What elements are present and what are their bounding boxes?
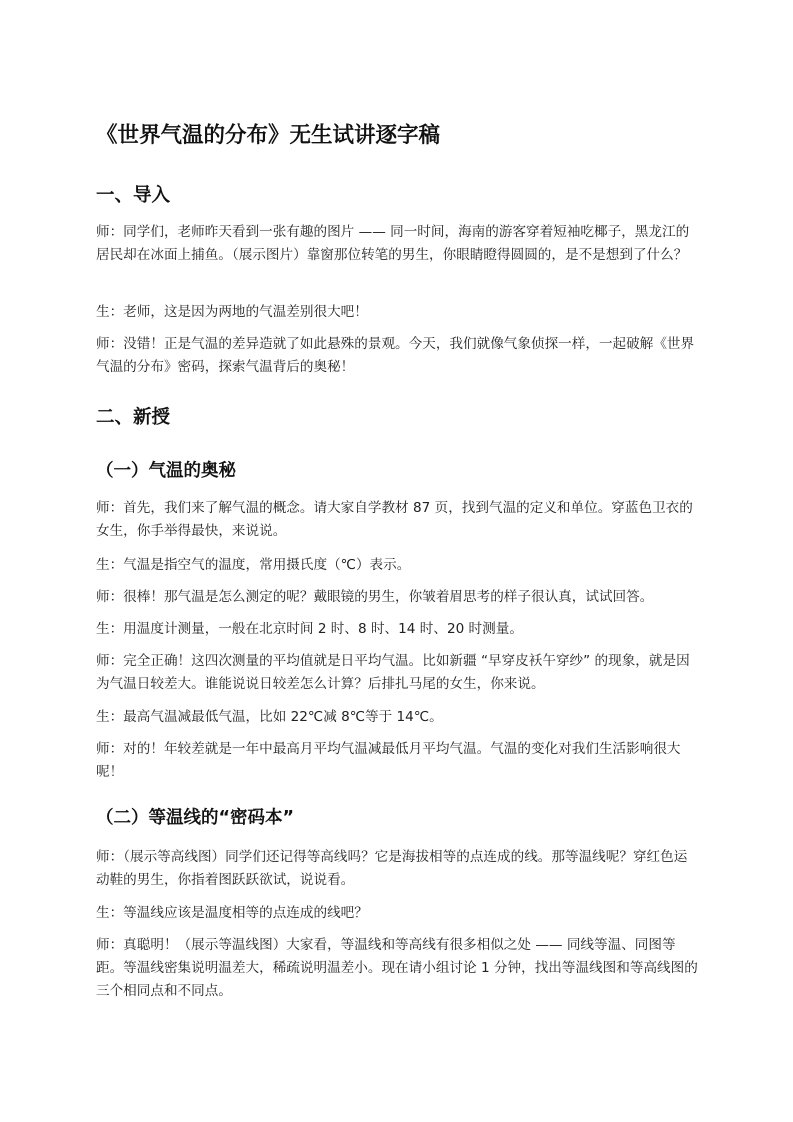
document-title: 《世界气温的分布》无生试讲逐字稿 bbox=[96, 123, 441, 148]
paragraph-teacher-concept: 师：首先，我们来了解气温的概念。请大家自学教材 87 页，找到气温的定义和单位。穿蓝色卫衣的女生，你手举得最快，来说说。 bbox=[96, 500, 693, 539]
paragraph-student-measure: 生：用温度计测量，一般在北京时间 2 时、8 时、14 时、20 时测量。 bbox=[96, 621, 523, 637]
paragraph-teacher-response: 师：没错！正是气温的差异造就了如此悬殊的景观。今天，我们就像气象侦探一样，一起破解《世界气温的分布》密码，探索气温背后的奥秘！ bbox=[96, 336, 695, 375]
paragraph-student-calc: 生：最高气温减最低气温，比如 22℃减 8℃等于 14℃。 bbox=[96, 709, 443, 725]
paragraph-teacher-discussion: 师：真聪明！（展示等温线图）大家看，等温线和等高线有很多相似之处 —— 同线等温、同图等距。等温线密集说明温差大，稀疏说明温差小。现在请小组讨论 1 分钟，找出等温线图和等高线图的三个相同点和不同点。 bbox=[96, 937, 698, 999]
subsection-heading-isotherm: （二）等温线的“密码本” bbox=[96, 808, 295, 828]
section-heading-intro: 一、导入 bbox=[96, 185, 171, 206]
section-heading-new: 二、新授 bbox=[96, 407, 171, 428]
paragraph-student-definition: 生：气温是指空气的温度，常用摄氏度（℃）表示。 bbox=[96, 557, 411, 573]
paragraph-teacher-daily-range: 师：完全正确！这四次测量的平均值就是日平均气温。比如新疆 “早穿皮袄午穿纱” 的现象，就是因为气温日较差大。谁能说说日较差怎么计算？后排扎马尾的女生，你来说。 bbox=[96, 653, 690, 692]
paragraph-teacher-contour: 师：（展示等高线图）同学们还记得等高线吗？它是海拔相等的点连成的线。那等温线呢？穿红色运动鞋的男生，你指着图跃跃欲试，说说看。 bbox=[96, 849, 688, 888]
paragraph-student-answer: 生：老师，这是因为两地的气温差别很大吧！ bbox=[96, 304, 368, 320]
paragraph-teacher-measure: 师：很棒！那气温是怎么测定的呢？戴眼镜的男生，你皱着眉思考的样子很认真，试试回答。 bbox=[96, 589, 654, 605]
paragraph-teacher-intro: 师：同学们，老师昨天看到一张有趣的图片 —— 同一时间，海南的游客穿着短袖吃椰子，黑龙江的居民却在冰面上捕鱼。（展示图片）靠窗那位转笔的男生，你眼睛瞪得圆圆的，是不是想到了什么？ bbox=[96, 224, 690, 263]
paragraph-teacher-annual-range: 师：对的！年较差就是一年中最高月平均气温减最低月平均气温。气温的变化对我们生活影响很大呢！ bbox=[96, 741, 681, 780]
subsection-heading-temperature: （一）气温的奥秘 bbox=[96, 461, 236, 481]
paragraph-student-isotherm: 生：等温线应该是温度相等的点连成的线吧？ bbox=[96, 905, 368, 921]
